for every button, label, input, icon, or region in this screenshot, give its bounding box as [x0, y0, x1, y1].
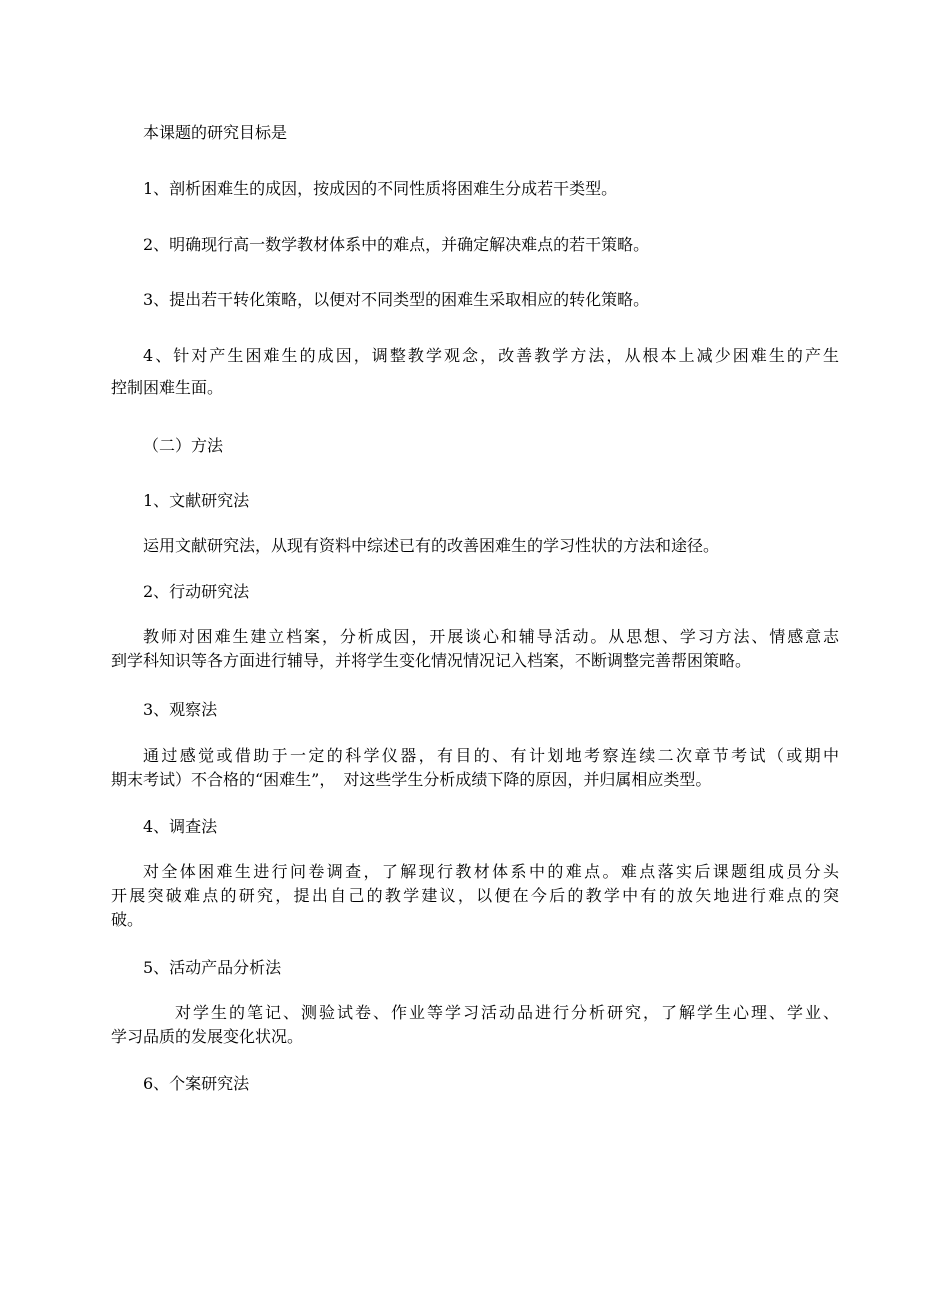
method-6-title: 6、个案研究法 — [143, 1074, 250, 1093]
goal-1: 1、剖析困难生的成因，按成因的不同性质将困难生分成若干类型。 — [143, 179, 618, 198]
goal-4-line-2: 控制困难生面。 — [111, 378, 224, 397]
method-2-title: 2、行动研究法 — [143, 582, 250, 601]
section-title: （二）方法 — [143, 436, 224, 455]
method-2-line-1: 教师对困难生建立档案，分析成因，开展谈心和辅导活动。从思想、学习方法、情感意志 — [143, 627, 839, 646]
method-1-body: 运用文献研究法，从现有资料中综述已有的改善困难生的学习性状的方法和途径。 — [143, 536, 720, 555]
method-5-title: 5、活动产品分析法 — [143, 958, 282, 977]
method-3-body — [111, 744, 839, 792]
method-4-body — [111, 860, 839, 932]
method-1-title: 1、文献研究法 — [143, 491, 250, 510]
method-5-line-2: 学习品质的发展变化状况。 — [111, 1027, 304, 1046]
method-4-line-2: 开展突破难点的研究，提出自己的教学建议，以便在今后的教学中有的放矢地进行难点的突 — [111, 886, 839, 905]
method-5-body — [111, 1001, 839, 1049]
intro-line: 本课题的研究目标是 — [143, 123, 288, 142]
method-2-body — [111, 625, 839, 673]
method-4-title: 4、调查法 — [143, 817, 218, 836]
method-4-line-3: 破。 — [111, 910, 144, 929]
method-3-line-2: 期末考试）不合格的“困难生”， 对这些学生分析成绩下降的原因，并归属相应类型。 — [111, 770, 712, 789]
method-4-line-1: 对全体困难生进行问卷调查，了解现行教材体系中的难点。难点落实后课题组成员分头 — [143, 862, 839, 881]
method-3-line-1: 通过感觉或借助于一定的科学仪器，有目的、有计划地考察连续二次章节考试（或期中 — [143, 746, 839, 765]
method-5-line-1: 对学生的笔记、测验试卷、作业等学习活动品进行分析研究，了解学生心理、学业、 — [175, 1003, 839, 1022]
goal-3: 3、提出若干转化策略，以便对不同类型的困难生采取相应的转化策略。 — [143, 290, 650, 309]
goal-2: 2、明确现行高一数学教材体系中的难点，并确定解决难点的若干策略。 — [143, 235, 650, 254]
method-2-line-2: 到学科知识等各方面进行辅导，并将学生变化情况情况记入档案，不断调整完善帮困策略。 — [111, 651, 752, 670]
goal-4 — [111, 344, 839, 400]
goal-4-line-1: 4、针对产生困难生的成因，调整教学观念，改善教学方法，从根本上减少困难生的产生 — [143, 346, 839, 365]
method-3-title: 3、观察法 — [143, 700, 218, 719]
